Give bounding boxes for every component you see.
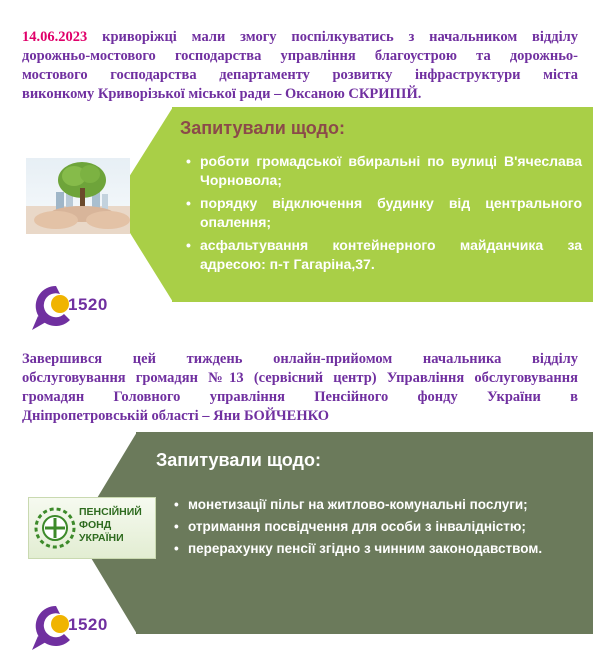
list-item: • роботи громадської вбиральні по вулиці В'ячеслава Чорновола;: [184, 152, 582, 190]
pension-fund-logo: [28, 497, 156, 559]
para2-line3: громадян Головного управління Пенсійного фонду України в: [22, 389, 578, 405]
list-item: • асфальтування контейнерного майданчика за адресою: п-т Гагаріна,37.: [184, 236, 582, 274]
section2-list: [172, 494, 592, 560]
c1520-logo: [30, 280, 112, 332]
section2-heading: Запитували щодо:: [156, 450, 321, 470]
list-item: • монетизації пільг на житлово-комунальні послуги;: [172, 494, 592, 516]
logo-number: 1520: [68, 295, 108, 314]
para1-line2: дорожньо-мостового господарства управління благоустрою та дорожньо-: [22, 48, 578, 64]
para1-line4: виконкому Криворізької міської ради – Оксаною СКРИПІЙ.: [22, 86, 422, 102]
pfu-line1: ПЕНСІЙНИЙ: [79, 506, 142, 518]
list-item: • отримання посвідчення для особи з інвалідністю;: [172, 516, 592, 538]
para2-line2: обслуговування громадян №13 (сервісний центр) Управління обслуговування: [22, 370, 578, 386]
intro-paragraph-2: [22, 350, 578, 426]
para2-line4: Дніпропетровській області – Яни БОЙЧЕНКО: [22, 408, 330, 424]
list-item: • перерахунку пенсії згідно з чинним законодавством.: [172, 538, 592, 560]
date: 14.06.2023: [22, 29, 88, 45]
para2-line1: Завершився цей тиждень онлайн-прийомом начальника відділу: [22, 351, 578, 367]
intro-paragraph-1: [22, 28, 578, 104]
pfu-line2: ФОНД: [79, 519, 112, 531]
pfu-line3: УКРАЇНИ: [79, 532, 124, 544]
para1-line3: мостового господарства департаменту розвитку інфраструктури міста: [22, 67, 578, 83]
para1-line1: 14.06.2023 криворіжці мали змогу поспілкуватись з начальником відділу: [22, 29, 578, 45]
tree-hands-image: [26, 158, 130, 234]
logo-number: 1520: [68, 615, 108, 634]
pension-fund-emblem-icon: [33, 506, 77, 550]
section1-heading: Запитували щодо:: [180, 118, 345, 138]
section1-list: [184, 152, 582, 278]
c1520-logo: [30, 600, 112, 652]
list-item: • порядку відключення будинку від центрального опалення;: [184, 194, 582, 232]
